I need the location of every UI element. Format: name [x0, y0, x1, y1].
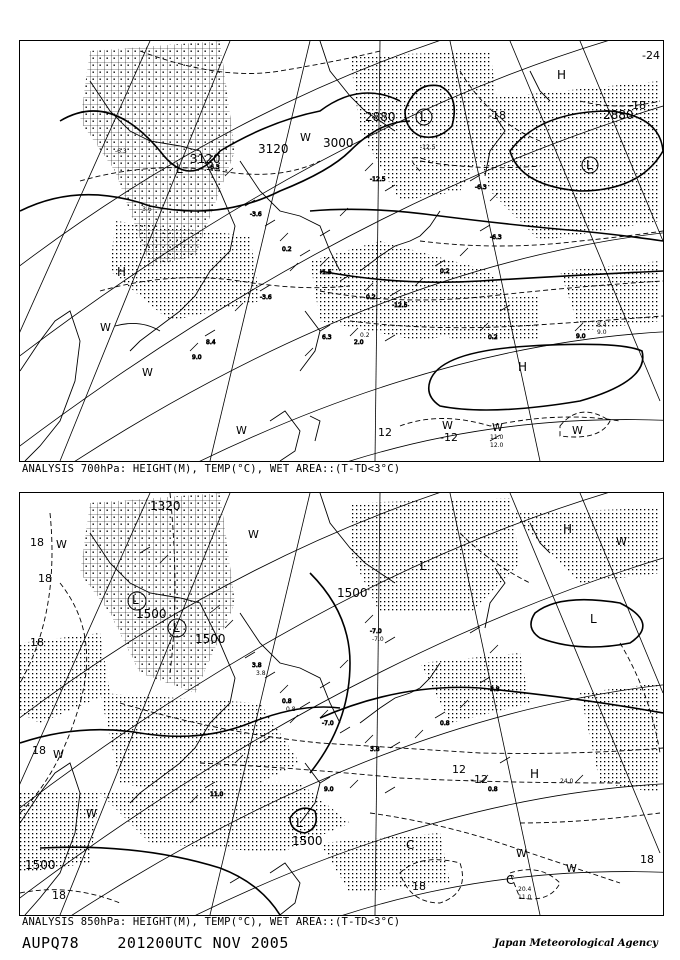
- center-L: L: [176, 162, 183, 176]
- isotherm-label: -18: [488, 109, 506, 122]
- svg-text:0.2: 0.2: [440, 268, 450, 275]
- svg-text:-7.0: -7.0: [322, 720, 334, 727]
- warm-marker: W: [236, 424, 247, 437]
- station-value: -6.3: [115, 148, 127, 155]
- center-L: L: [586, 158, 593, 172]
- isotherm-label: -18: [628, 99, 646, 112]
- station-value: 0.2: [360, 332, 370, 339]
- center-L: L: [173, 621, 180, 635]
- warm-marker: W: [516, 847, 527, 860]
- svg-text:-6.3: -6.3: [208, 164, 220, 171]
- isotherm-label: 12: [452, 763, 466, 776]
- station-value: 24.0: [560, 778, 574, 785]
- svg-text:9.0: 9.0: [576, 333, 586, 340]
- svg-text:3.8: 3.8: [490, 686, 500, 693]
- svg-text:-3.6: -3.6: [250, 211, 262, 218]
- isotherm-label: -24: [642, 49, 660, 62]
- svg-text:8.4: 8.4: [206, 339, 216, 346]
- contour-label: 3120: [190, 152, 221, 166]
- svg-text:6.3: 6.3: [322, 334, 332, 341]
- isotherm-label: 18: [640, 853, 654, 866]
- svg-text:0.2: 0.2: [282, 246, 292, 253]
- map-700hpa-canvas: [20, 41, 663, 461]
- isotherm-label: 18: [30, 636, 44, 649]
- warm-marker: W: [572, 424, 583, 437]
- station-value: 11.0: [518, 894, 532, 901]
- caption-700hpa: ANALYSIS 700hPa: HEIGHT(M), TEMP(°C), WET AREA::(T-TD<3°C): [22, 463, 401, 475]
- station-value: 11.0: [490, 434, 504, 441]
- svg-text:3.8: 3.8: [370, 746, 380, 753]
- warm-marker: W: [616, 535, 627, 548]
- warm-marker: W: [100, 321, 111, 334]
- station-value: 9.0: [597, 329, 607, 336]
- svg-text:0.8: 0.8: [488, 786, 498, 793]
- contour-label: 3000: [323, 136, 354, 150]
- svg-text:-6.3: -6.3: [475, 184, 487, 191]
- contour-label: 2880: [603, 108, 634, 122]
- warm-marker: W: [86, 807, 97, 820]
- caption-850hpa: ANALYSIS 850hPa: HEIGHT(M), TEMP(°C), WET AREA::(T-TD<3°C): [22, 916, 401, 928]
- svg-text:-12.5: -12.5: [392, 302, 408, 309]
- isotherm-label: -12: [440, 431, 458, 444]
- center-C: C: [406, 838, 415, 852]
- center-C: C: [506, 873, 515, 887]
- svg-text:0.8: 0.8: [282, 698, 292, 705]
- isotherm-label: 18: [30, 536, 44, 549]
- center-L: L: [420, 110, 427, 124]
- svg-text:-6.3: -6.3: [490, 234, 502, 241]
- center-H: H: [518, 360, 528, 374]
- contour-label: 1320: [150, 499, 181, 513]
- agency-credit: Japan Meteorological Agency: [494, 938, 658, 949]
- svg-text:9.0: 9.0: [324, 786, 334, 793]
- isotherm-label: 18: [32, 744, 46, 757]
- svg-text:3.8: 3.8: [252, 662, 262, 669]
- svg-text:0.2: 0.2: [366, 294, 376, 301]
- isotherm-label: -12: [470, 773, 488, 786]
- svg-text:9.0: 9.0: [192, 354, 202, 361]
- warm-marker: W: [53, 748, 64, 761]
- svg-text:11.0: 11.0: [210, 791, 224, 798]
- map-850hpa-canvas: [20, 493, 663, 915]
- svg-text:-12.5: -12.5: [370, 176, 386, 183]
- contour-label: 1500: [195, 632, 226, 646]
- center-L: L: [420, 559, 427, 573]
- station-value: 20.4: [518, 886, 532, 893]
- svg-text:-1.5: -1.5: [320, 269, 332, 276]
- center-L: L: [296, 816, 303, 830]
- svg-text:-7.0: -7.0: [370, 628, 382, 635]
- chart-code: AUPQ78: [22, 934, 80, 952]
- svg-text:0.2: 0.2: [488, 334, 498, 341]
- center-H: H: [530, 767, 540, 781]
- warm-marker: W: [142, 366, 153, 379]
- station-value: -7.0: [372, 636, 384, 643]
- svg-text:2.0: 2.0: [354, 339, 364, 346]
- isotherm-label: 18: [38, 572, 52, 585]
- svg-text:-3.6: -3.6: [260, 294, 272, 301]
- center-L: L: [132, 593, 139, 607]
- contour-label: 1500: [136, 607, 167, 621]
- isotherm-label: 18: [52, 889, 66, 902]
- warm-marker: W: [300, 131, 311, 144]
- valid-time: 201200UTC NOV 2005: [117, 934, 289, 952]
- station-value: -3.6: [140, 206, 152, 213]
- warm-marker: W: [56, 538, 67, 551]
- warm-marker: W: [566, 862, 577, 875]
- station-value: 8.4: [597, 322, 607, 329]
- warm-marker: W: [492, 421, 503, 434]
- contour-label: 2880: [365, 110, 396, 124]
- warm-marker: W: [248, 528, 259, 541]
- warm-marker: W: [442, 419, 453, 432]
- station-value: 3.8: [256, 670, 266, 677]
- center-L: L: [590, 612, 597, 626]
- isotherm-label: 18: [412, 880, 426, 893]
- contour-label: 1500: [337, 586, 368, 600]
- station-value: 0.8: [286, 706, 296, 713]
- station-value: 12.0: [490, 442, 504, 449]
- station-value: -12.5: [420, 144, 436, 151]
- contour-label: 1500: [25, 858, 56, 872]
- center-H: H: [563, 522, 573, 536]
- contour-label: 1500: [292, 834, 323, 848]
- chart-code-and-time: [22, 934, 289, 952]
- map-850hpa: [19, 492, 664, 916]
- map-700hpa: [19, 40, 664, 462]
- center-H: H: [557, 68, 567, 82]
- isotherm-label: 12: [378, 426, 392, 439]
- center-H: H: [117, 265, 127, 279]
- svg-text:0.8: 0.8: [440, 720, 450, 727]
- contour-label: 3120: [258, 142, 289, 156]
